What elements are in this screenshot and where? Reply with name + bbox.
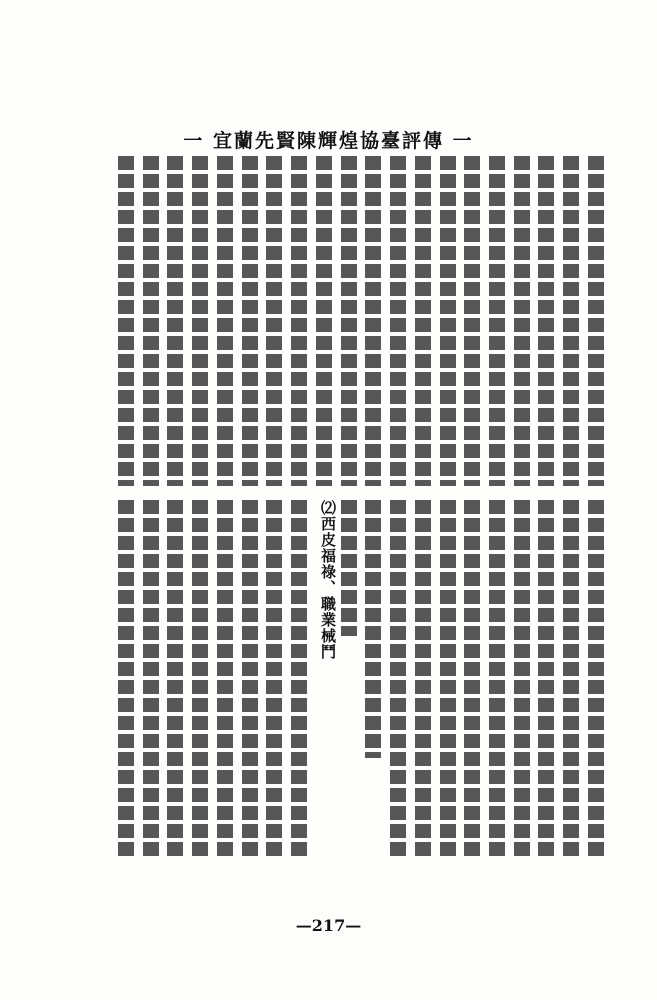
- page-number: —217—: [295, 916, 362, 935]
- text-column: [192, 156, 208, 486]
- text-column: [588, 156, 604, 486]
- text-column: [563, 500, 579, 858]
- text-column: [514, 500, 530, 858]
- text-column: [464, 500, 480, 858]
- text-column: [514, 156, 530, 486]
- text-column: [489, 156, 505, 486]
- text-block-lower: [118, 500, 604, 858]
- text-column: [118, 500, 134, 858]
- text-column: [217, 500, 233, 858]
- text-column: [341, 500, 357, 636]
- text-column: [489, 500, 505, 858]
- text-column: [242, 156, 258, 486]
- text-column: [588, 500, 604, 858]
- text-column: [440, 500, 456, 858]
- text-column: [291, 156, 307, 486]
- text-column: [464, 156, 480, 486]
- text-column: [143, 156, 159, 486]
- text-column: [365, 500, 381, 758]
- text-column: [167, 500, 183, 858]
- text-column: [415, 500, 431, 858]
- text-column: [316, 156, 332, 486]
- text-column: [440, 156, 456, 486]
- text-column: [167, 156, 183, 486]
- text-column: [266, 500, 282, 858]
- section-heading: ⑵西皮福祿、職業械鬥: [319, 500, 337, 660]
- text-column: [242, 500, 258, 858]
- text-column: [390, 500, 406, 858]
- text-column: [192, 500, 208, 858]
- text-column: [217, 156, 233, 486]
- text-column: [563, 156, 579, 486]
- text-column: [415, 156, 431, 486]
- text-column: [341, 156, 357, 486]
- text-column: [118, 156, 134, 486]
- text-column: [291, 500, 307, 858]
- text-column: [143, 500, 159, 858]
- text-column: [266, 156, 282, 486]
- text-column: [538, 156, 554, 486]
- text-column: [365, 156, 381, 486]
- text-column: [390, 156, 406, 486]
- text-block-upper: [118, 156, 604, 486]
- running-header: 一 宜蘭先賢陳輝煌協臺評傳 一: [183, 130, 474, 152]
- text-column: [538, 500, 554, 858]
